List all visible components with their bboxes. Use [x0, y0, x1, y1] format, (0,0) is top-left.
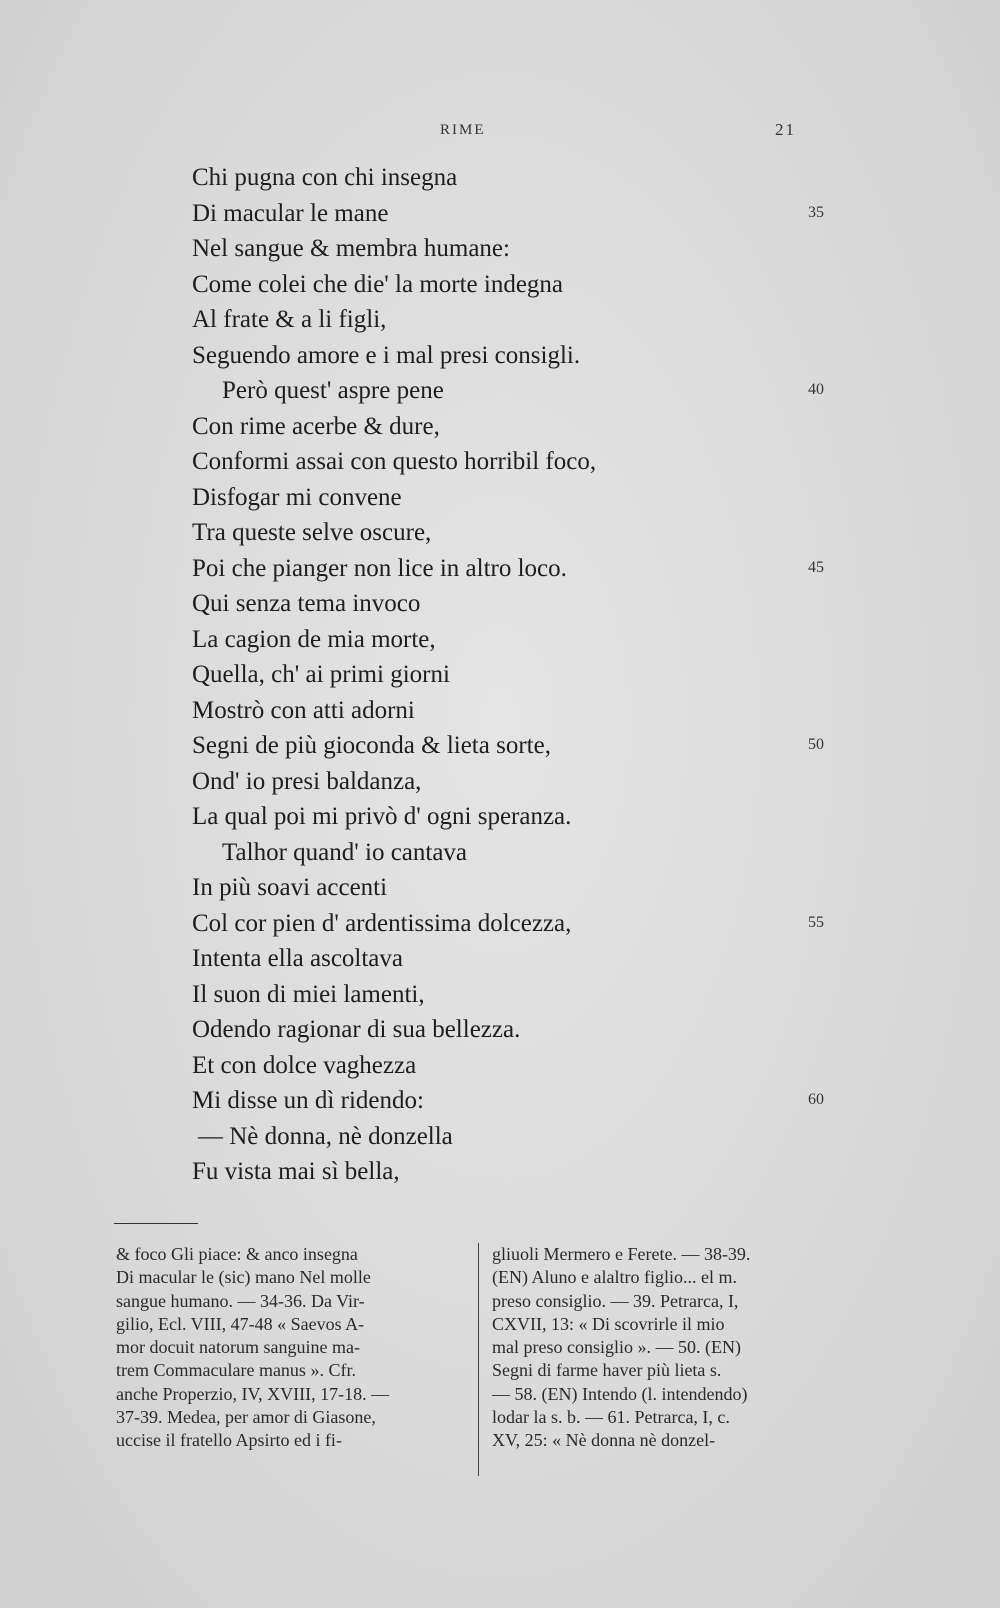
- footnote-line: gliuoli Mermero e Ferete. — 38-39.: [492, 1244, 751, 1264]
- verse-line: Mostrò con atti adorni: [192, 696, 415, 724]
- line-number: 45: [808, 558, 824, 576]
- footnote-line: mal preso consiglio ». — 50. (EN): [492, 1337, 741, 1358]
- verse-line: Però quest' aspre pene: [222, 377, 444, 404]
- verse-line: Al frate & a li figli,: [192, 306, 387, 333]
- verse-line: Mi disse un dì ridendo:: [192, 1087, 424, 1114]
- footnote-line: lodar la s. b. — 61. Petrarca, I, c.: [492, 1407, 730, 1428]
- verse-line: Chi pugna con chi insegna: [192, 164, 458, 191]
- verse-line: Di macular le mane: [192, 199, 389, 227]
- verse-line: Conformi assai con questo horribil foco,: [192, 448, 597, 475]
- verse-line: Poi che pianger non lice in altro loco.: [192, 554, 567, 582]
- footnote-line: Segni di farme haver più lieta s.: [492, 1360, 722, 1381]
- verse-line: Odendo ragionar di sua bellezza.: [192, 1016, 521, 1043]
- footnote-line: XV, 25: « Nè donna nè donzel-: [492, 1430, 716, 1451]
- footnote-line: CXVII, 13: « Di scovrirle il mio: [492, 1313, 725, 1334]
- verse-line: Tra queste selve oscure,: [192, 519, 432, 546]
- verse-line: La cagion de mia morte,: [192, 625, 436, 653]
- verse-line: — Nè donna, nè donzella: [198, 1122, 453, 1150]
- verse-line: Intenta ella ascoltava: [192, 945, 403, 972]
- verse-line: Il suon di miei lamenti,: [192, 980, 425, 1008]
- verse-line: Nel sangue & membra humane:: [192, 235, 510, 262]
- verse-line: La qual poi mi privò d' ogni speranza.: [192, 803, 572, 830]
- footnote-column-divider: [478, 1243, 479, 1476]
- verse-line: Qui senza tema invoco: [192, 590, 421, 617]
- footnote-line: sangue humano. — 34-36. Da Vir-: [116, 1290, 365, 1311]
- footnote-line: Di macular le (sic) mano Nel molle: [116, 1267, 371, 1288]
- verse-line: Con rime acerbe & dure,: [192, 412, 440, 440]
- verse-line: Disfogar mi convene: [192, 483, 402, 511]
- verse-line: Quella, ch' ai primi giorni: [192, 661, 450, 688]
- verse-line: Come colei che die' la morte indegna: [192, 270, 564, 298]
- footnote-rule: [114, 1223, 198, 1224]
- footnote-line: trem Commaculare manus ». Cfr.: [116, 1360, 356, 1381]
- verse-line: Seguendo amore e i mal presi consigli.: [192, 341, 581, 369]
- line-number: 60: [808, 1091, 824, 1108]
- footnotes-right-column: [492, 1243, 852, 1453]
- line-number: 35: [808, 203, 824, 221]
- poem-text: [192, 160, 772, 1190]
- footnote-line: — 58. (EN) Intendo (l. intendendo): [492, 1383, 748, 1404]
- footnote-line: anche Properzio, IV, XVIII, 17-18. —: [116, 1383, 390, 1404]
- verse-line: Col cor pien d' ardentissima dolcezza,: [192, 909, 572, 937]
- footnote-line: gilio, Ecl. VIII, 47-48 « Saevos A-: [116, 1313, 365, 1334]
- verse-line: Segni de più gioconda & lieta sorte,: [192, 732, 551, 759]
- footnote-line: & foco Gli piace: & anco insegna: [116, 1244, 358, 1264]
- line-number: 50: [808, 736, 824, 753]
- verse-line: Talhor quand' io cantava: [222, 838, 468, 866]
- running-head: RIME: [440, 122, 486, 138]
- footnote-line: mor docuit natorum sanguine ma-: [116, 1337, 360, 1358]
- verse-line: Ond' io presi baldanza,: [192, 767, 422, 795]
- line-number: 40: [808, 381, 824, 398]
- footnote-line: (EN) Aluno e alaltro figlio... el m.: [492, 1267, 737, 1288]
- verse-line: Fu vista mai sì bella,: [192, 1158, 400, 1185]
- verse-line: Et con dolce vaghezza: [192, 1051, 417, 1079]
- verse-line: In più soavi accenti: [192, 874, 388, 901]
- footnotes-left-column: [116, 1243, 466, 1453]
- footnote-line: uccise il fratello Apsirto ed i fi-: [116, 1430, 342, 1451]
- page-number: 21: [775, 120, 796, 139]
- line-number: 55: [808, 913, 824, 931]
- footnote-line: preso consiglio. — 39. Petrarca, I,: [492, 1290, 739, 1311]
- footnote-line: 37-39. Medea, per amor di Giasone,: [116, 1407, 376, 1428]
